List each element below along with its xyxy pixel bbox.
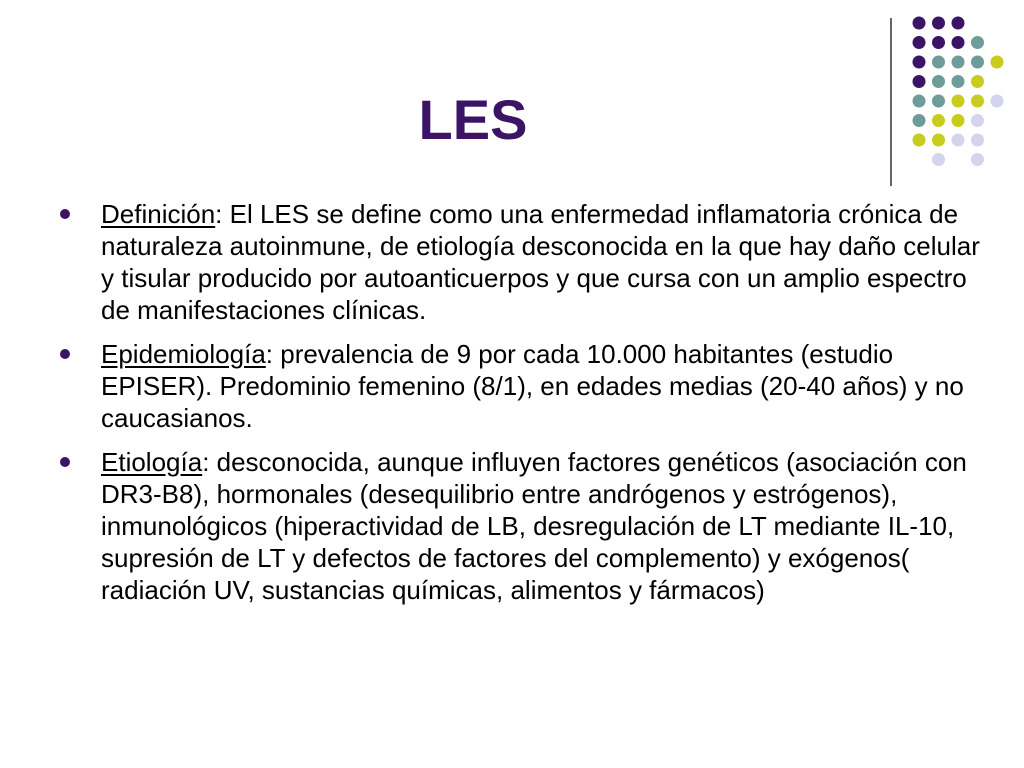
- decorative-dot-purple: [932, 36, 945, 49]
- decorative-dot-teal: [932, 56, 945, 69]
- bullet-item-epidemiologia: [60, 338, 980, 434]
- bullet-list: [60, 198, 980, 618]
- term-etiologia: Etiología: [101, 447, 203, 477]
- decorative-dot-lavender: [971, 153, 984, 166]
- decorative-dot-lime: [952, 95, 965, 108]
- decorative-dot-teal: [952, 56, 965, 69]
- decorative-dot-lavender: [971, 134, 984, 147]
- bullet-point-icon: [60, 209, 70, 219]
- decorative-dot-teal: [971, 56, 984, 69]
- decorative-dot-lavender: [952, 134, 965, 147]
- term-definicion: Definición: [101, 199, 216, 229]
- decorative-dot-purple: [952, 17, 965, 30]
- term-epidemiologia: Epidemiología: [101, 339, 266, 369]
- text-definicion: : El LES se define como una enfermedad inflamatoria crónica de naturaleza autoinmune, de etiología desconocida en la que hay daño celular y tisular producido por autoanticuerpos y que cursa con un amplio espectro de manifestaciones clínicas.: [101, 199, 980, 325]
- decorative-dot-purple: [913, 56, 926, 69]
- text-etiologia: : desconocida, aunque influyen factores genéticos (asociación con DR3-B8), hormonales (desequilibrio entre andrógenos y estrógenos), inmunológicos (hiperactividad de LB, desregulación de LT mediante IL-10, supresión de LT y defectos de factores del complemento) y exógenos( radiación UV, sustancias químicas, alimentos y fármacos): [101, 447, 967, 605]
- decorative-dot-lavender: [991, 95, 1004, 108]
- bullet-point-icon: [60, 349, 70, 359]
- slide-title: LES: [418, 88, 528, 151]
- decorative-dot-purple: [952, 36, 965, 49]
- decorative-dot-teal: [952, 75, 965, 88]
- decorative-dot-teal: [971, 36, 984, 49]
- bullet-point-icon: [60, 457, 70, 467]
- decorative-dot-lime: [991, 56, 1004, 69]
- bullet-item-etiologia: [60, 446, 980, 606]
- text-epidemiologia: : prevalencia de 9 por cada 10.000 habitantes (estudio EPISER). Predominio femenino (8/1), en edades medias (20-40 años) y no caucasianos.: [101, 339, 964, 433]
- decorative-dot-lavender: [932, 153, 945, 166]
- decorative-dot-lime: [952, 114, 965, 127]
- decorative-dot-lime: [971, 95, 984, 108]
- decorative-dot-purple: [913, 17, 926, 30]
- bullet-item-definicion: [60, 198, 980, 326]
- decorative-dot-purple: [932, 17, 945, 30]
- decorative-dot-lime: [971, 75, 984, 88]
- decorative-dot-purple: [913, 36, 926, 49]
- decorative-dot-lavender: [971, 114, 984, 127]
